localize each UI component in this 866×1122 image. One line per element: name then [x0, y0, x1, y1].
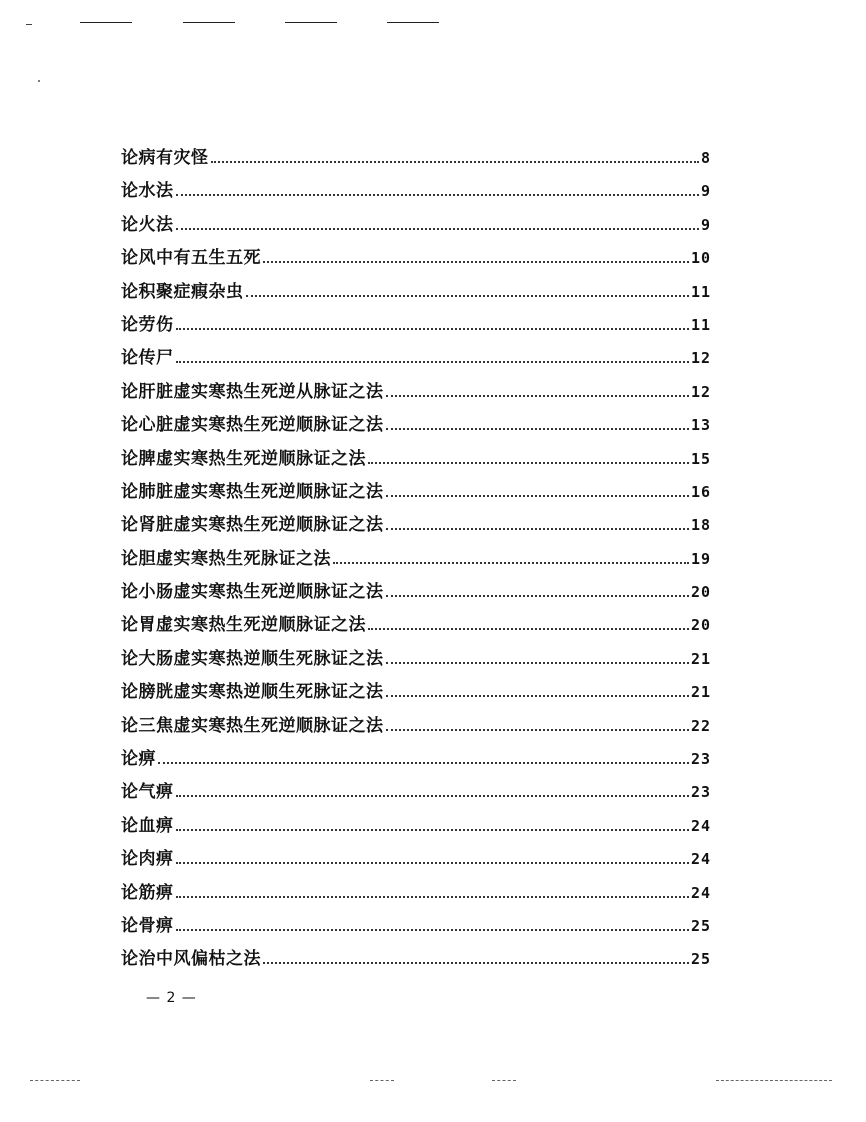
toc-entry-title: 论骨痹 [121, 915, 174, 936]
toc-entry[interactable] [121, 844, 711, 877]
header-rule-3 [285, 22, 337, 23]
toc-dot-leader [176, 929, 689, 931]
toc-entry[interactable] [121, 377, 711, 410]
table-of-contents [121, 143, 711, 978]
toc-dot-leader [246, 295, 689, 297]
toc-entry-title: 论肝脏虚实寒热生死逆从脉证之法 [121, 381, 384, 402]
toc-dot-leader [368, 462, 689, 464]
toc-entry-title: 论胃虚实寒热生死逆顺脉证之法 [121, 615, 366, 636]
toc-entry-page: 19 [690, 549, 711, 568]
toc-entry-title: 论脾虚实寒热生死逆顺脉证之法 [121, 448, 366, 469]
toc-entry[interactable] [121, 243, 711, 276]
header-rule-4 [387, 22, 439, 23]
toc-entry[interactable] [121, 777, 711, 810]
toc-entry-title: 论大肠虚实寒热逆顺生死脉证之法 [121, 648, 384, 669]
toc-entry[interactable] [121, 811, 711, 844]
toc-entry[interactable] [121, 343, 711, 376]
toc-entry-page: 24 [690, 883, 711, 902]
toc-entry-page: 8 [700, 149, 711, 167]
scan-speck [38, 80, 40, 82]
toc-dot-leader [211, 161, 699, 163]
toc-entry[interactable] [121, 944, 711, 977]
toc-entry-page: 16 [690, 482, 711, 501]
toc-entry-page: 24 [690, 816, 711, 835]
toc-entry-page: 9 [700, 182, 711, 201]
toc-dot-leader [176, 361, 689, 363]
toc-entry[interactable] [121, 677, 711, 710]
toc-entry-page: 20 [690, 616, 711, 635]
toc-dot-leader [386, 595, 689, 597]
toc-dot-leader [176, 862, 689, 864]
toc-entry[interactable] [121, 610, 711, 643]
toc-dot-leader [176, 194, 699, 196]
toc-entry-page: 18 [690, 516, 711, 535]
toc-entry-page: 24 [690, 850, 711, 869]
toc-entry-page: 25 [690, 950, 711, 969]
toc-entry-title: 论膀胱虚实寒热逆顺生死脉证之法 [121, 682, 384, 703]
toc-dot-leader [333, 562, 689, 564]
toc-dot-leader [158, 762, 689, 764]
scan-artifact [370, 1080, 394, 1081]
toc-entry-title: 论风中有五生五死 [121, 248, 261, 269]
toc-entry-title: 论积聚症瘕杂虫 [121, 281, 244, 302]
toc-dot-leader [386, 528, 689, 530]
toc-dot-leader [368, 628, 689, 630]
toc-dot-leader [386, 695, 689, 697]
toc-dot-leader [386, 662, 689, 664]
toc-dot-leader [386, 729, 689, 731]
toc-dot-leader [176, 328, 689, 330]
toc-entry-page: 21 [690, 683, 711, 702]
toc-entry[interactable] [121, 410, 711, 443]
toc-entry-page: 13 [690, 416, 711, 435]
toc-dot-leader [386, 428, 689, 430]
toc-entry-title: 论治中风偏枯之法 [121, 949, 261, 970]
toc-entry-title: 论气痹 [121, 782, 174, 803]
page-number: — 2 — [146, 990, 197, 1006]
toc-entry-page: 11 [690, 315, 711, 334]
toc-entry[interactable] [121, 310, 711, 343]
toc-entry-page: 12 [690, 382, 711, 401]
header-mark [26, 24, 32, 25]
toc-entry-title: 论心脏虚实寒热生死逆顺脉证之法 [121, 415, 384, 436]
toc-entry-title: 论肾脏虚实寒热生死逆顺脉证之法 [121, 515, 384, 536]
toc-entry-title: 论痹 [121, 749, 156, 770]
toc-entry[interactable] [121, 644, 711, 677]
toc-entry[interactable] [121, 444, 711, 477]
toc-entry-page: 15 [690, 449, 711, 468]
toc-entry[interactable] [121, 277, 711, 310]
toc-dot-leader [386, 495, 689, 497]
toc-entry-title: 论水法 [121, 181, 174, 202]
toc-entry-title: 论劳伤 [121, 314, 174, 335]
toc-entry-page: 10 [690, 249, 711, 268]
toc-entry-page: 23 [690, 750, 711, 769]
toc-entry[interactable] [121, 577, 711, 610]
toc-entry-title: 论胆虚实寒热生死脉证之法 [121, 548, 331, 569]
toc-dot-leader [176, 795, 689, 797]
scan-artifact [30, 1080, 80, 1081]
toc-entry-title: 论传尸 [121, 348, 174, 369]
toc-entry[interactable] [121, 911, 711, 944]
toc-entry[interactable] [121, 176, 711, 209]
toc-entry-title: 论肉痹 [121, 849, 174, 870]
toc-entry[interactable] [121, 510, 711, 543]
toc-entry-page: 9 [700, 215, 711, 234]
toc-dot-leader [386, 395, 689, 397]
toc-entry[interactable] [121, 143, 711, 176]
toc-entry-title: 论小肠虚实寒热生死逆顺脉证之法 [121, 582, 384, 603]
toc-entry-title: 论三焦虚实寒热生死逆顺脉证之法 [121, 715, 384, 736]
toc-entry[interactable] [121, 544, 711, 577]
scan-artifact [492, 1080, 516, 1081]
header-rule-1 [80, 22, 132, 23]
header-rule-2 [183, 22, 235, 23]
toc-entry-title: 论血痹 [121, 815, 174, 836]
scan-artifact [716, 1080, 832, 1081]
toc-entry-title: 论火法 [121, 214, 174, 235]
toc-entry-page: 12 [690, 349, 711, 368]
toc-dot-leader [176, 228, 699, 230]
toc-entry-page: 22 [690, 716, 711, 735]
toc-entry[interactable] [121, 744, 711, 777]
toc-entry-page: 25 [690, 916, 711, 935]
toc-entry[interactable] [121, 477, 711, 510]
toc-dot-leader [176, 829, 689, 831]
toc-dot-leader [176, 896, 689, 898]
toc-entry[interactable] [121, 878, 711, 911]
toc-entry-title: 论筋痹 [121, 882, 174, 903]
toc-entry-page: 20 [690, 583, 711, 602]
toc-entry-title: 论肺脏虚实寒热生死逆顺脉证之法 [121, 481, 384, 502]
toc-dot-leader [263, 261, 689, 263]
toc-entry-page: 23 [690, 783, 711, 802]
toc-entry-page: 21 [690, 649, 711, 668]
toc-entry-title: 论病有灾怪 [121, 148, 209, 168]
toc-entry-page: 11 [690, 282, 711, 301]
toc-entry[interactable] [121, 711, 711, 744]
toc-dot-leader [263, 962, 689, 964]
toc-entry[interactable] [121, 210, 711, 243]
